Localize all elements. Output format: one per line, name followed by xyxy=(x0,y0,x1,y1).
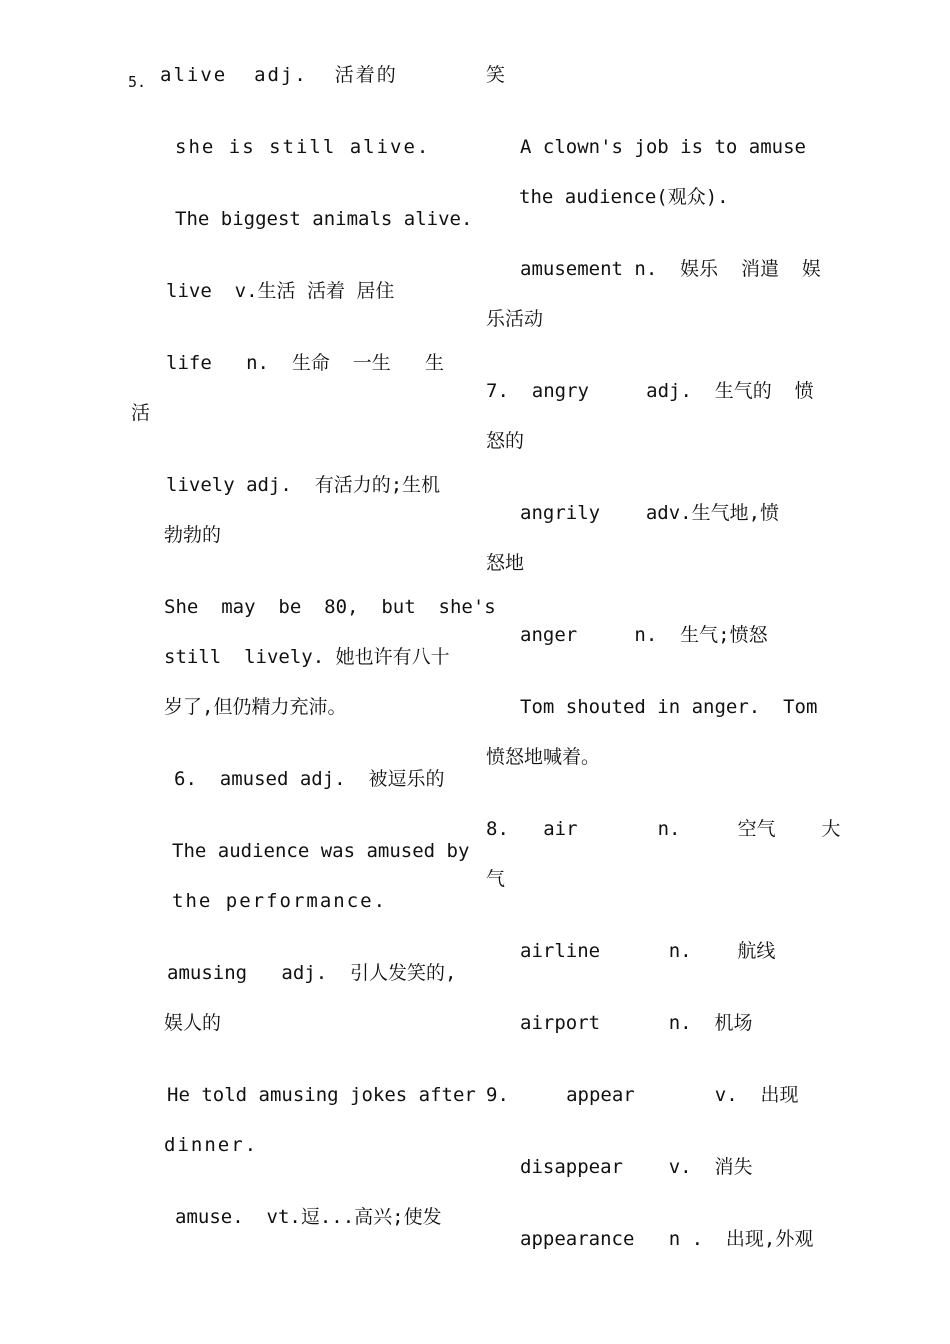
related-word-line-continued: 勃勃的 xyxy=(164,524,222,546)
example-sentence: the audience(观众). xyxy=(519,186,729,208)
example-sentence: She may be 80, but she's xyxy=(164,596,496,618)
related-word-line: anger n. 生气;愤怒 xyxy=(520,624,768,646)
related-word-line: airline n. 航线 xyxy=(520,940,776,962)
related-word-line: live v.生活 活着 居住 xyxy=(166,280,395,302)
related-word-line: life n. 生命 一生 生 xyxy=(166,352,445,374)
related-word-line: disappear v. 消失 xyxy=(520,1156,753,1178)
example-translation: 愤怒地喊着。 xyxy=(486,746,601,768)
related-word-line: amusing adj. 引人发笑的, xyxy=(167,962,457,984)
related-word-line-continued: 活 xyxy=(131,402,151,424)
example-sentence: Tom shouted in anger. Tom xyxy=(520,696,818,718)
related-word-line-continued: 乐活动 xyxy=(486,308,544,330)
example-sentence: still lively. 她也许有八十 xyxy=(164,646,450,668)
related-word-line: amusement n. 娱乐 消遣 娱 xyxy=(520,258,821,280)
related-word-line: airport n. 机场 xyxy=(520,1012,753,1034)
example-translation: 岁了,但仍精力充沛。 xyxy=(164,696,347,718)
headword-line: 6. amused adj. 被逗乐的 xyxy=(174,768,445,790)
headword-line: 9. appear v. 出现 xyxy=(486,1084,799,1106)
example-sentence: He told amusing jokes after xyxy=(167,1084,476,1106)
related-word-line-continued: 怒地 xyxy=(486,552,525,574)
example-sentence: A clown's job is to amuse xyxy=(520,136,806,158)
related-word-line: angrily adv.生气地,愤 xyxy=(520,502,780,524)
related-word-line-continued: 娱人的 xyxy=(164,1012,222,1034)
headword-line-continued: 气 xyxy=(486,868,506,890)
related-word-line: appearance n . 出现,外观 xyxy=(520,1228,814,1250)
headword-line: 8. air n. 空气 大 xyxy=(486,818,841,840)
headword-line-continued: 怒的 xyxy=(486,430,525,452)
related-word-line-continued: 笑 xyxy=(486,64,506,86)
example-sentence: the performance. xyxy=(172,890,388,912)
entry-number: 5. xyxy=(128,73,147,91)
example-sentence: The biggest animals alive. xyxy=(175,208,473,230)
related-word-line: amuse. vt.逗...高兴;使发 xyxy=(175,1206,442,1228)
headword-line: 7. angry adj. 生气的 愤 xyxy=(486,380,814,402)
example-sentence: The audience was amused by xyxy=(172,840,470,862)
example-sentence: dinner. xyxy=(164,1134,259,1156)
headword-line: alive adj. 活着的 xyxy=(160,64,398,86)
example-sentence: she is still alive. xyxy=(175,136,431,158)
related-word-line: lively adj. 有活力的;生机 xyxy=(166,474,441,496)
